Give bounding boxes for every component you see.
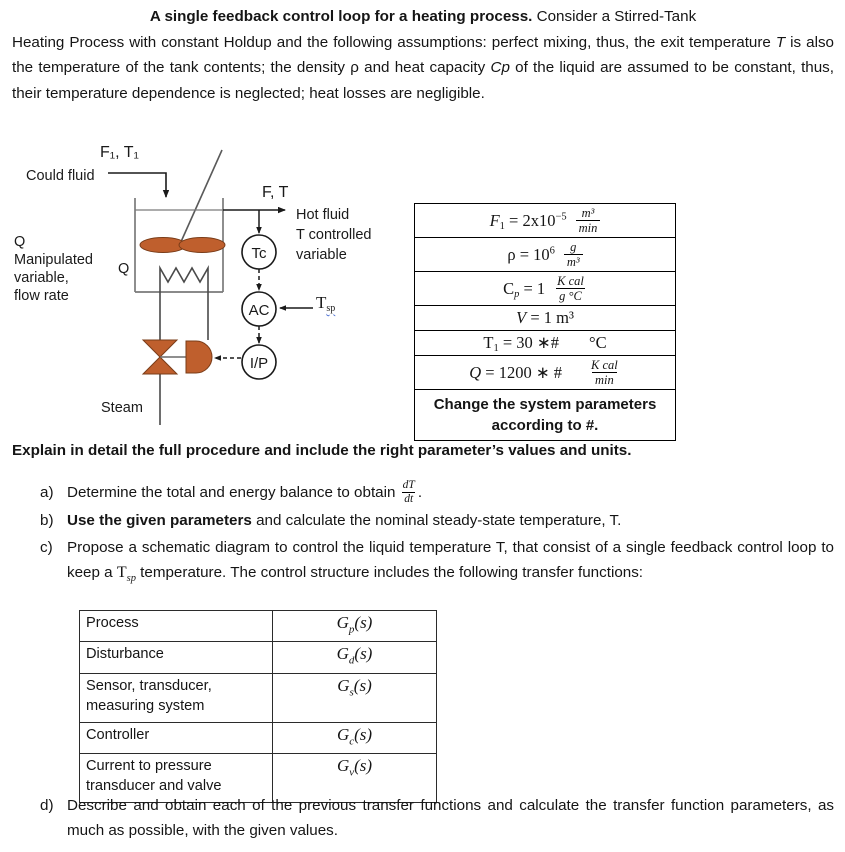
label-steam: Steam	[101, 400, 143, 416]
unit-denominator: min	[576, 220, 601, 235]
param-unit-fraction	[554, 274, 587, 303]
param-unit-fraction	[576, 206, 601, 235]
param-row-T1	[415, 331, 676, 356]
tf-subscript: c	[349, 735, 355, 748]
param-symbol: C	[503, 278, 515, 298]
param-value: 10	[533, 244, 550, 264]
tf-subscript: v	[349, 766, 355, 779]
tf-name: Controller	[80, 722, 273, 753]
item-text	[67, 508, 834, 533]
tf-symbol: $G_s(s)$	[273, 673, 437, 722]
param-symbol-sub: 1	[499, 220, 505, 232]
unit-denominator: m³	[564, 254, 583, 269]
controller-bubble	[242, 292, 276, 326]
setpoint-subscript: sp	[126, 573, 136, 585]
tf-symbol: $G_c(s)$	[273, 722, 437, 753]
param-symbol: V	[516, 308, 527, 327]
tf-symbol: $G_p(s)$	[273, 611, 437, 642]
label-cold-fluid: Could fluid	[26, 168, 95, 184]
item-text	[67, 535, 834, 591]
tf-name: Process	[80, 611, 273, 642]
tf-argument: (s)	[354, 756, 373, 776]
tf-name: Sensor, transducer, measuring system	[80, 673, 273, 722]
valve-actuator	[186, 341, 212, 373]
param-cell-Q: Q = 1200 ∗ # $\frac{\text{K cal}}{\min}$	[415, 356, 676, 390]
svg-text:AC: AC	[248, 302, 270, 319]
label-outlet-stream: F, T	[262, 184, 289, 201]
param-cell-Cp: $C_p = 1$ $\frac{\text{K cal}}{g ^\circ C}$	[415, 272, 676, 306]
label-setpoint: $T_{sp}$	[316, 293, 336, 314]
param-value: 1	[536, 278, 546, 298]
item-a-text-before: Determine the total and energy balance to obtain	[67, 484, 400, 502]
param-unit-fraction	[588, 358, 621, 387]
explain-instruction: Explain in detail the full procedure and include the right parameter’s values and units.	[12, 442, 632, 459]
question-items-list	[40, 480, 834, 593]
svg-text:I/P: I/P	[249, 355, 269, 372]
tf-argument: (s)	[353, 675, 372, 695]
param-value: 2x10	[522, 210, 556, 230]
tf-argument: (s)	[354, 644, 373, 664]
intro-rest-line1: Consider a Stirred-Tank	[532, 8, 697, 25]
param-symbol: ρ	[507, 244, 516, 264]
tf-symbol: $G_d(s)$	[273, 642, 437, 673]
param-row-Q	[415, 356, 676, 390]
item-marker: a)	[40, 484, 54, 501]
inlet-feed-line	[108, 173, 166, 197]
item-marker: b)	[40, 512, 54, 530]
tf-symbol: $G_v(s)$	[273, 754, 437, 803]
tf-subscript: d	[348, 654, 355, 667]
param-change-note: Change the system parameters according to #.	[415, 390, 676, 441]
question-item-d	[40, 793, 834, 843]
fraction-numerator: dT	[402, 479, 415, 491]
label-hot-fluid: Hot fluid T controlled variable	[296, 207, 372, 263]
label-manipulated-variable: Q Manipulated variable, flow rate	[14, 234, 93, 304]
tf-subscript: s	[349, 686, 354, 699]
stirrer-shaft	[180, 150, 222, 244]
param-symbol: Q	[469, 362, 482, 382]
transfer-function-table	[79, 610, 437, 803]
setpoint-subscript: sp	[326, 303, 336, 314]
param-symbol-sub: p	[514, 288, 520, 300]
temperature-sensor-bubble	[242, 235, 276, 269]
param-row-rho	[415, 238, 676, 272]
control-valve	[143, 340, 186, 374]
item-marker: d)	[40, 797, 54, 814]
unit-numerator: m³	[581, 206, 595, 220]
question-item-a	[40, 480, 834, 506]
param-value: 1200 ∗ #	[498, 362, 563, 382]
item-text	[67, 480, 834, 506]
unit-numerator: g	[570, 240, 577, 254]
question-item-c	[40, 535, 834, 591]
param-cell-rho: $\rho = 10^6$ $\frac{g}{\text{m³}}$	[415, 238, 676, 272]
parameter-table	[414, 203, 676, 441]
table-row	[80, 611, 437, 642]
param-cell-F1: $F_1 = 2x10^{-5}$ $\frac{\text{m³}}{\min}$	[415, 204, 676, 238]
setpoint-symbol: $T_{sp}$	[116, 564, 136, 585]
param-unit-plain: °C	[589, 333, 607, 352]
intro-paragraph	[12, 4, 834, 106]
intro-body: Heating Process with constant Holdup and the following assumptions: perfect mixing, thus, the exit temperature T is also the temperature of the tank contents; the density ρ and heat capacity Cp of the liquid are assumed to be constant, thus, their temperature dependence is neglected; heat losses are negligible.	[12, 33, 834, 102]
table-row	[80, 642, 437, 673]
intro-lead: A single feedback control loop for a heating process.	[149, 8, 533, 25]
item-a-text-after: .	[417, 484, 423, 502]
tf-argument: (s)	[354, 724, 373, 744]
param-cell-V: V = 1 m³	[415, 306, 676, 331]
process-flow-diagram	[0, 140, 410, 435]
svg-text:Tc: Tc	[251, 245, 267, 262]
item-text: Describe and obtain each of the previous transfer functions and calculate the transfer function parameters, as much as possible, with the given values.	[67, 797, 834, 839]
param-row-note	[415, 390, 676, 441]
outlet-product-line	[223, 210, 285, 233]
param-exponent: 6	[549, 245, 555, 256]
unit-denominator: g °C	[556, 288, 585, 303]
param-symbol-sub: 1	[493, 343, 499, 354]
param-symbol: F	[489, 210, 500, 230]
unit-denominator: min	[592, 372, 617, 387]
tf-name: Current to pressure transducer and valve	[80, 754, 273, 803]
unit-numerator: K cal	[591, 358, 618, 372]
derivative-fraction	[401, 479, 417, 505]
item-b-text-after: and calculate the nominal steady-state temperature, T.	[251, 512, 622, 530]
param-row-F1	[415, 204, 676, 238]
label-inlet-stream: F₁, T₁	[100, 144, 139, 161]
label-heater-q: Q	[118, 261, 130, 277]
param-unit-fraction	[564, 240, 583, 269]
tf-subscript: p	[348, 623, 355, 636]
param-exponent: −5	[555, 211, 567, 222]
tf-argument: (s)	[354, 613, 373, 632]
tf-name: Disturbance	[80, 642, 273, 673]
fraction-denominator: dt	[404, 492, 414, 505]
param-symbol: T	[483, 333, 494, 352]
item-c-text-after: temperature. The control structure includes the following transfer functions:	[135, 564, 644, 582]
param-row-Cp	[415, 272, 676, 306]
heating-coil	[160, 268, 208, 345]
unit-numerator: K cal	[557, 274, 584, 288]
item-b-bold: Use the given parameters	[67, 512, 252, 530]
param-cell-T1: $T_1 = 30$ ∗# °C	[415, 331, 676, 356]
param-row-V	[415, 306, 676, 331]
table-row	[80, 722, 437, 753]
table-row	[80, 673, 437, 722]
question-item-d-wrapper	[40, 793, 834, 845]
item-c-text-before: Propose a schematic diagram to control the liquid temperature T, that consist of a single feedback control loop to keep a	[67, 539, 834, 582]
transducer-bubble	[242, 345, 276, 379]
item-marker: c)	[40, 539, 53, 557]
param-value: 30 ∗#	[516, 333, 559, 352]
param-value: 1 m³	[543, 308, 574, 327]
question-item-b	[40, 508, 834, 533]
